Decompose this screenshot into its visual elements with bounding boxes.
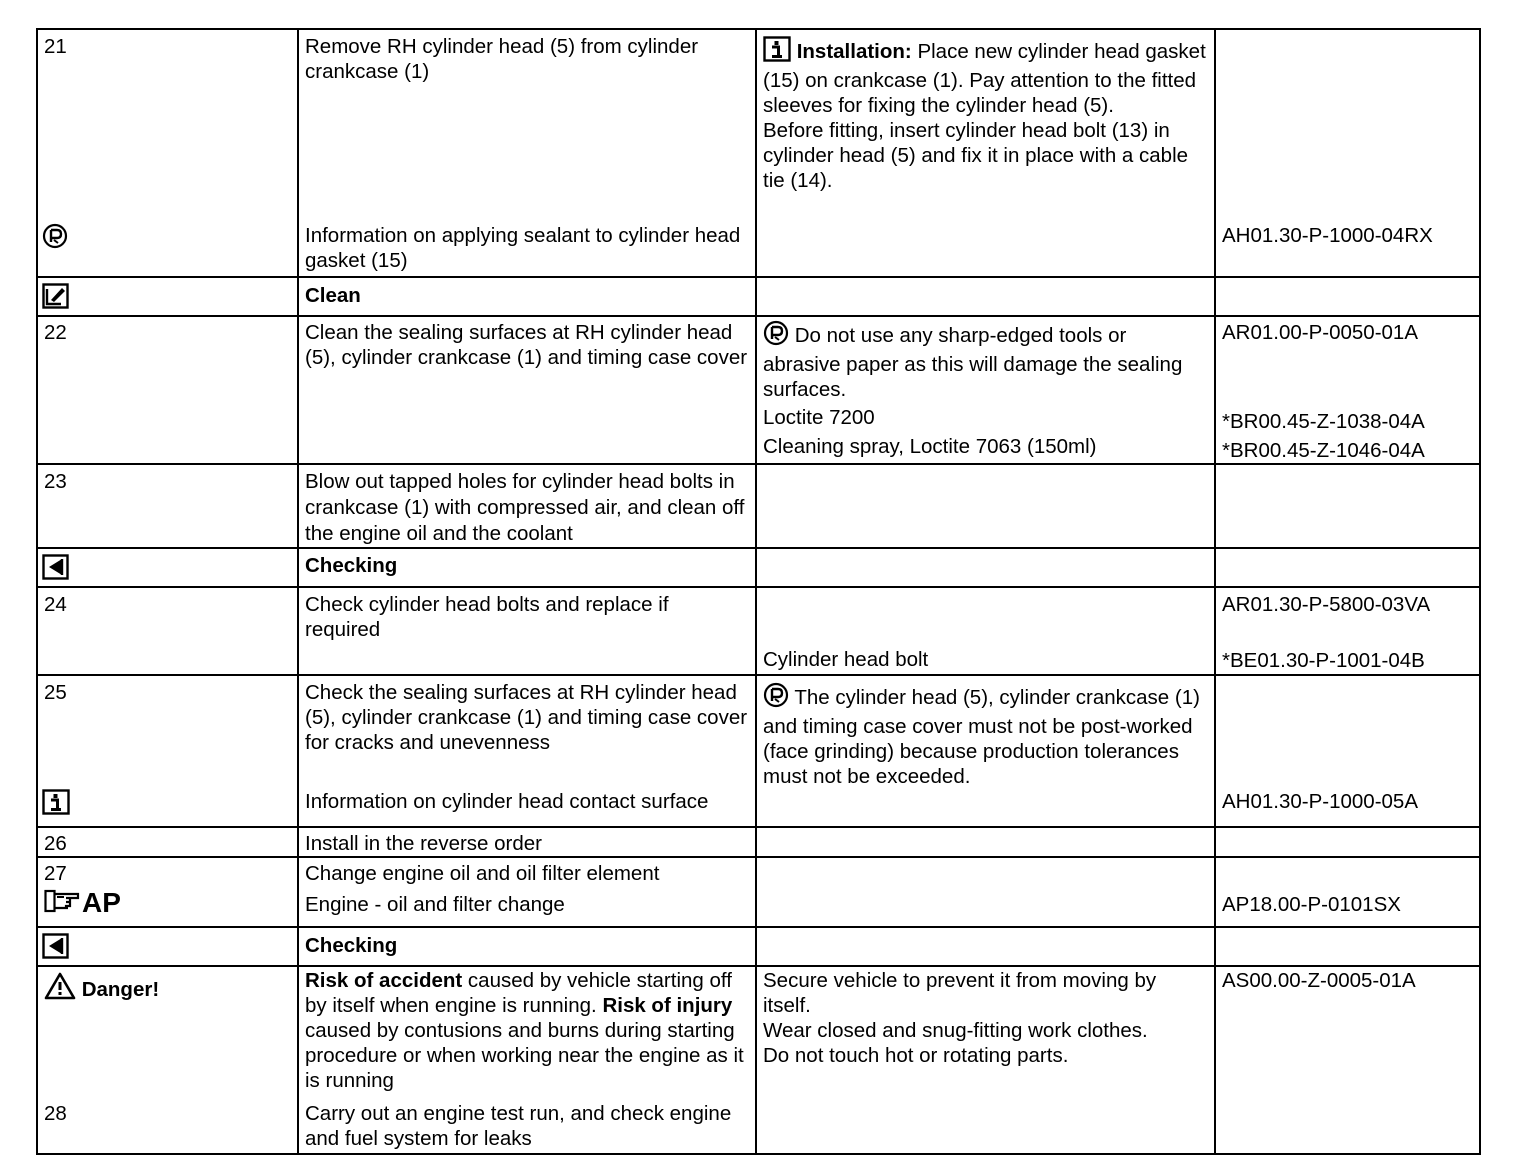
reference-code: AR01.00-P-0050-01A [1222,321,1419,344]
step-number: 23 [44,470,67,493]
clean-icon [42,283,70,315]
action-text-secondary: Engine - oil and filter change [305,893,565,916]
danger-note: Secure vehicle to prevent it from moving by itself. [763,969,1157,1017]
danger-label: Danger! [81,978,160,1001]
action-text: Change engine oil and oil filter element [305,862,660,885]
step-number: 27 [44,862,67,885]
step-number: 22 [44,321,67,344]
reference-code: AR01.30-P-5800-03VA [1222,593,1431,616]
table-row [37,587,1480,675]
installation-text-2: Before fitting, insert cylinder head bolt (13) in cylinder head (5) and fix it in place with a cable tie (14). [763,119,1189,192]
action-text: Blow out tapped holes for cylinder head bolts in crankcase (1) with compressed air, and clean off the engine oil and the coolant [305,470,745,545]
ap-reference-marker [38,886,297,920]
table-row [37,827,1480,857]
reference-link[interactable]: AP18.00-P-0101SX [1222,893,1401,916]
action-text: Check cylinder head bolts and replace if required [305,593,669,641]
risk-accident-text: caused by vehicle starting off by itself when engine is running. [305,969,732,1017]
section-header-row [37,927,1480,966]
action-text-secondary: Information on applying sealant to cylinder head gasket (15) [305,224,741,272]
step-number: 24 [44,593,67,616]
section-header-row [37,548,1480,587]
installation-label: Installation: [796,40,912,63]
table-row [37,464,1480,548]
ap-label: AP [82,887,121,918]
step-number: 25 [44,681,67,704]
material-item: Loctite 7200 [763,406,875,429]
reference-code: AS00.00-Z-0005-01A [1222,969,1416,992]
reference-code: AH01.30-P-1000-04RX [1222,224,1433,247]
action-text: Install in the reverse order [305,832,543,855]
action-text-secondary: Information on cylinder head contact surface [305,790,709,813]
danger-note: Do not touch hot or rotating parts. [763,1044,1069,1067]
action-text: Clean the sealing surfaces at RH cylinder head (5), cylinder crankcase (1) and timing case cover [305,321,748,369]
table-row [37,966,1480,1154]
danger-text [299,967,755,1093]
action-text: Carry out an engine test run, and check engine and fuel system for leaks [305,1102,732,1150]
caution-note [757,317,1214,402]
table-row [37,675,1480,827]
danger-warning [38,967,297,1006]
warning-triangle-icon [44,972,76,1006]
step-number: 26 [44,832,67,855]
risk-accident-label: Risk of accident [305,969,463,992]
section-title: Checking [305,934,398,957]
tip-icon [763,682,789,714]
action-text: Check the sealing surfaces at RH cylinder head (5), cylinder crankcase (1) and timing case cover for cracks and unevenness [305,681,748,754]
risk-injury-label: Risk of injury [602,994,733,1017]
tip-icon [763,320,789,352]
caution-text: The cylinder head (5), cylinder crankcase (1) and timing case cover must not be post-worked (face grinding) because production tolerances must not be exceeded. [763,686,1200,788]
action-text: Remove RH cylinder head (5) from cylinder crankcase (1) [305,35,699,83]
pointing-hand-icon [44,888,82,920]
step-number: 21 [44,35,67,58]
material-item: Cleaning spray, Loctite 7063 (150ml) [763,435,1097,458]
table-row [37,29,1480,277]
table-row [37,316,1480,464]
checking-icon [42,554,70,586]
tip-icon [42,223,68,255]
table-row [37,857,1480,927]
section-title: Checking [305,554,398,577]
caution-note [757,676,1214,789]
section-title: Clean [305,284,361,307]
reference-code: *BR00.45-Z-1038-04A [1222,410,1425,433]
risk-injury-text: caused by contusions and burns during starting procedure or when working near the engine as it is running [305,1019,744,1092]
info-icon [763,36,791,68]
installation-note [757,30,1214,118]
reference-code: *BR00.45-Z-1046-04A [1222,439,1425,462]
reference-code: *BE01.30-P-1001-04B [1222,649,1425,672]
section-header-row [37,277,1480,316]
part-item: Cylinder head bolt [763,648,929,671]
installation-text: Place new cylinder head gasket (15) on crankcase (1). Pay attention to the fitted sleeves for fixing the cylinder head (5). [763,40,1206,117]
step-number: 28 [44,1102,67,1125]
procedure-table [36,28,1481,1155]
checking-icon [42,933,70,965]
danger-note: Wear closed and snug-fitting work clothes. [763,1019,1148,1042]
info-icon [42,789,70,821]
reference-code: AH01.30-P-1000-05A [1222,790,1419,813]
caution-text: Do not use any sharp-edged tools or abrasive paper as this will damage the sealing surfaces. [763,324,1183,401]
